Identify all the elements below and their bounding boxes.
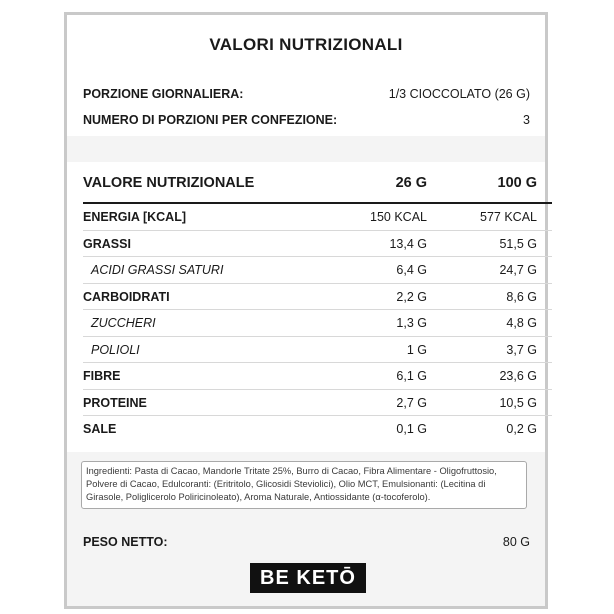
brand-logo <box>250 563 366 593</box>
separator-band <box>67 136 545 162</box>
net-weight-value: 80 G <box>502 535 530 549</box>
per-100g-value: 577 KCAL <box>480 210 537 224</box>
table-row <box>83 204 552 231</box>
table-row <box>83 363 552 390</box>
per-portion-value: 0,1 G <box>396 422 427 436</box>
nutrient-name: ENERGIA [KCAL] <box>83 210 187 224</box>
per-portion-value: 2,2 G <box>396 289 427 304</box>
per-100g-value: 4,8 G <box>506 316 537 330</box>
per-100g-value: 3,7 G <box>506 342 537 357</box>
per-portion-value: 1 G <box>406 342 427 357</box>
per-100g-value: 10,5 G <box>499 395 537 410</box>
table-row <box>83 416 552 442</box>
portion-value: 1/3 CIOCCOLATO (26 G) <box>388 87 530 101</box>
servings-value: 3 <box>523 113 530 127</box>
per-portion-value: 13,4 G <box>389 236 427 251</box>
nutrition-table <box>83 162 552 436</box>
per-portion-value: 2,7 G <box>396 395 427 410</box>
table-row <box>83 284 552 311</box>
nutrient-name: SALE <box>83 422 117 436</box>
table-row <box>83 310 552 337</box>
nutrient-name: ZUCCHERI <box>91 316 156 330</box>
per-portion-value: 6,1 G <box>396 369 427 383</box>
per-portion-value: 6,4 G <box>396 263 427 277</box>
per-100g-value: 23,6 G <box>499 369 537 383</box>
nutrient-name: GRASSI <box>83 236 131 251</box>
table-body <box>83 204 552 442</box>
table-row <box>83 231 552 258</box>
label-title: VALORI NUTRIZIONALI <box>209 35 403 54</box>
header-per-portion: 26 G <box>395 175 427 191</box>
per-portion-value: 150 KCAL <box>370 210 427 224</box>
table-row <box>83 390 552 417</box>
nutrition-label-card <box>64 12 548 609</box>
per-100g-value: 51,5 G <box>499 236 537 251</box>
per-100g-value: 24,7 G <box>499 263 537 277</box>
per-100g-value: 8,6 G <box>506 289 537 304</box>
servings-label: NUMERO DI PORZIONI PER CONFEZIONE: <box>83 113 338 127</box>
header-nutrient: VALORE NUTRIZIONALE <box>83 175 255 191</box>
portion-label: PORZIONE GIORNALIERA: <box>83 87 244 101</box>
per-100g-value: 0,2 G <box>506 422 537 436</box>
nutrient-name: FIBRE <box>83 369 121 383</box>
table-row <box>83 337 552 364</box>
ingredients-box: Ingredienti: Pasta di Cacao, Mandorle Tritate 25%, Burro di Cacao, Fibra Alimentare - Oligofruttosio, Polvere di Cacao, Edulcoranti: (Eritritolo, Glicosidi Steviolici), Olio MCT, Emulsionanti: (Lecitina di Girasole, Poliglicerolo Poliricinoleato), Aroma Naturale, Antiossidante (α-tocoferolo). <box>81 461 527 509</box>
nutrient-name: PROTEINE <box>83 395 147 410</box>
header-section <box>67 15 545 136</box>
net-weight-label: PESO NETTO: <box>83 535 168 549</box>
table-row <box>83 257 552 284</box>
nutrient-name: ACIDI GRASSI SATURI <box>91 263 224 277</box>
nutrient-name: CARBOIDRATI <box>83 289 170 304</box>
table-header <box>83 162 552 202</box>
per-portion-value: 1,3 G <box>396 316 427 330</box>
nutrient-name: POLIOLI <box>91 342 140 357</box>
brand-logo-text: BE KETŌ <box>260 567 356 589</box>
header-per-100g: 100 G <box>497 175 537 191</box>
